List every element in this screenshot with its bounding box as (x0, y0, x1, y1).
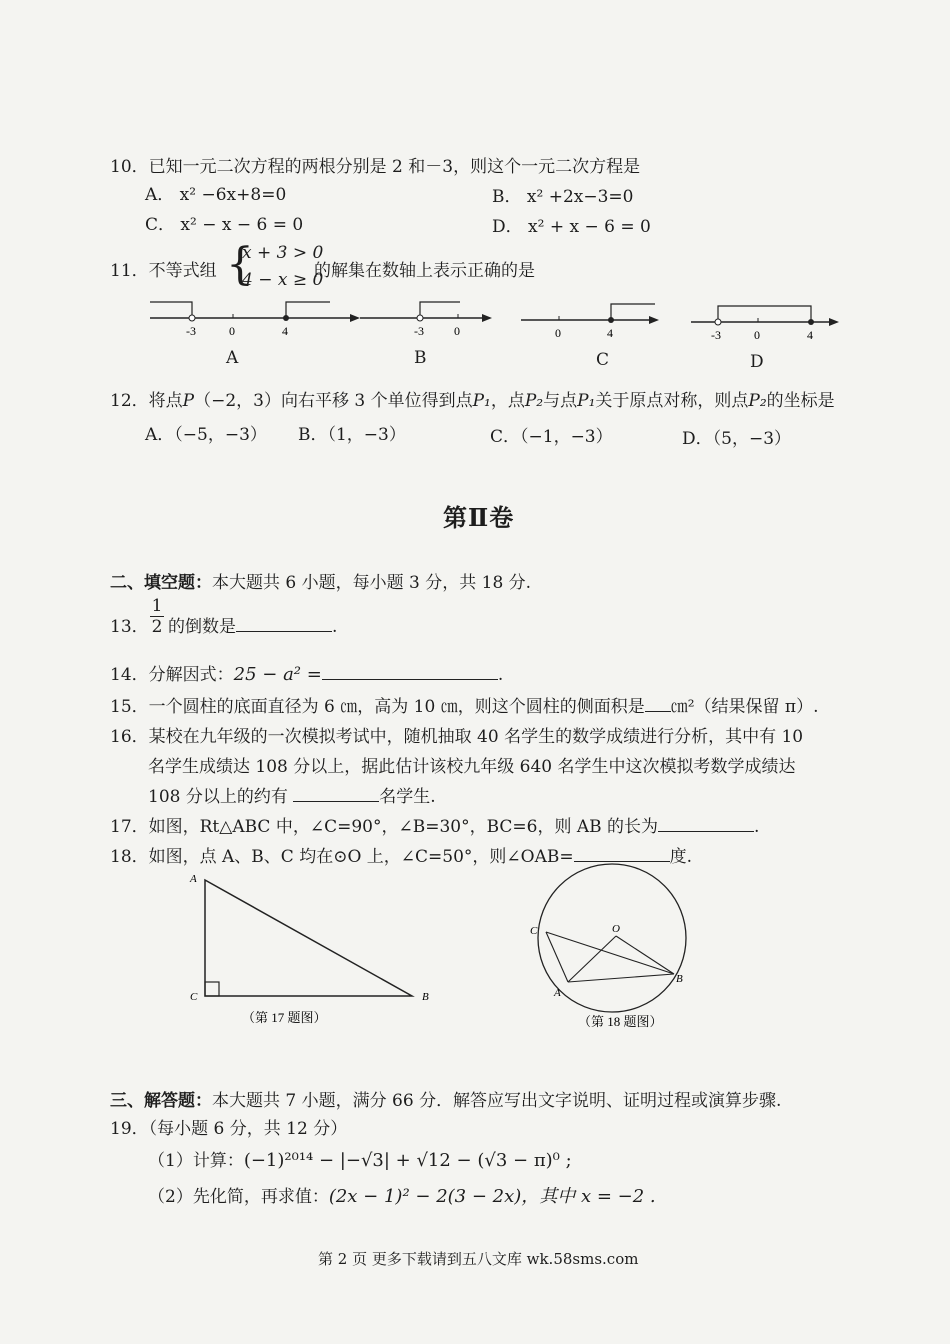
fraction-denominator: 2 (151, 617, 163, 637)
svg-text:-3: -3 (414, 324, 424, 338)
q12-option-c: C．（−1，−3） (490, 427, 613, 447)
q19-part1: （1）计算：(−1)²⁰¹⁴ − |−√3| + √12 − (√3 − π)⁰ ; (148, 1150, 572, 1171)
svg-text:-3: -3 (711, 328, 721, 342)
svg-text:B: B (422, 991, 429, 1003)
q10-option-d: D． x² + x − 6 = 0 (492, 217, 651, 237)
q11-prefix: 11．不等式组 (110, 261, 217, 281)
q19-part2: （2）先化简，再求值：(2x − 1)² − 2(3 − 2x)，其中 x = −2 . (148, 1186, 656, 1207)
svg-text:4: 4 (807, 328, 813, 342)
section-title: 第Ⅱ卷 (443, 503, 515, 532)
q12-option-a: A．（−5，−3） (145, 425, 267, 445)
axis-label: 4 (282, 324, 288, 338)
svg-text:C: C (530, 925, 538, 937)
q13-fraction (150, 596, 164, 637)
q19-head: 19．（每小题 6 分，共 12 分） (110, 1119, 348, 1139)
figure-17-triangle (180, 868, 440, 1038)
q18: 18．如图，点 A、B、C 均在⊙O 上，∠C=50°，则∠OAB= 度. (110, 847, 693, 867)
figure-17-caption: （第 17 题图） (242, 1010, 327, 1025)
q14: 14．分解因式：25 − a² = . (110, 664, 504, 685)
q12-option-b: B．（1，−3） (298, 425, 406, 445)
number-line-d (685, 292, 845, 352)
q17: 17．如图，Rt△ABC 中，∠C=90°，∠B=30°，BC=6，则 AB 的长为 . (110, 817, 760, 837)
q12-stem: 12．将点P（−2，3）向右平移 3 个单位得到点P₁，点P₂与点P₁关于原点对称，则点P₂的坐标是 (110, 391, 835, 411)
svg-text:O: O (612, 923, 620, 935)
q13-num: 13． (110, 617, 149, 637)
svg-text:C: C (190, 991, 198, 1003)
q13-text: 的倒数是 . (168, 617, 338, 637)
q10-option-a: A． x² −6x+8=0 (145, 185, 287, 205)
figure-18-circle (520, 862, 710, 1038)
number-line-c (515, 290, 665, 350)
fraction-numerator: 1 (151, 596, 163, 616)
q11-label-d: D (750, 352, 764, 372)
q11-suffix: 的解集在数轴上表示正确的是 (314, 261, 535, 281)
svg-text:A: A (554, 987, 561, 999)
left-brace: { (226, 239, 254, 290)
q11-label-a: A (226, 348, 239, 368)
svg-text:0: 0 (454, 324, 460, 338)
svg-text:0: 0 (754, 328, 760, 342)
figure-18-caption: （第 18 题图） (578, 1014, 663, 1029)
number-line-b (352, 290, 502, 350)
q10-stem: 10．已知一元二次方程的两根分别是 2 和－3，则这个一元二次方程是 (110, 157, 641, 177)
svg-text:B: B (676, 973, 683, 985)
q15: 15．一个圆柱的底面直径为 6 ㎝，高为 10 ㎝，则这个圆柱的侧面积是 ㎝²（结果保留 π）. (110, 697, 819, 717)
number-line-a (140, 290, 370, 350)
svg-text:0: 0 (555, 326, 561, 340)
svg-text:A: A (190, 873, 197, 885)
q11-label-b: B (414, 348, 427, 368)
q10-option-c: C． x² − x − 6 = 0 (145, 215, 304, 235)
page-footer: 第 2 页 更多下载请到五八文库 wk.58sms.com (318, 1250, 639, 1268)
q16-line3: 108 分以上的约有 名学生. (148, 787, 436, 807)
axis-label: 0 (229, 324, 235, 338)
axis-label: -3 (186, 324, 196, 338)
q16-line2: 名学生成绩达 108 分以上，据此估计该校九年级 640 名学生中这次模拟考数学成绩达 (148, 757, 796, 777)
q11-label-c: C (596, 350, 610, 370)
part3-heading: 三、解答题：本大题共 7 小题，满分 66 分．解答应写出文字说明、证明过程或演算步骤. (110, 1091, 782, 1111)
part2-heading: 二、填空题：本大题共 6 小题，每小题 3 分，共 18 分. (110, 573, 532, 593)
svg-text:4: 4 (607, 326, 613, 340)
q10-option-b: B． x² +2x−3=0 (492, 187, 634, 207)
q11-ineq-2: 4 − x ≥ 0 (242, 270, 324, 290)
q16-line1: 16．某校在九年级的一次模拟考试中，随机抽取 40 名学生的数学成绩进行分析，其中有 10 (110, 727, 804, 747)
q12-option-d: D．（5，−3） (682, 429, 792, 449)
q11-ineq-1: x + 3 > 0 (242, 243, 324, 263)
